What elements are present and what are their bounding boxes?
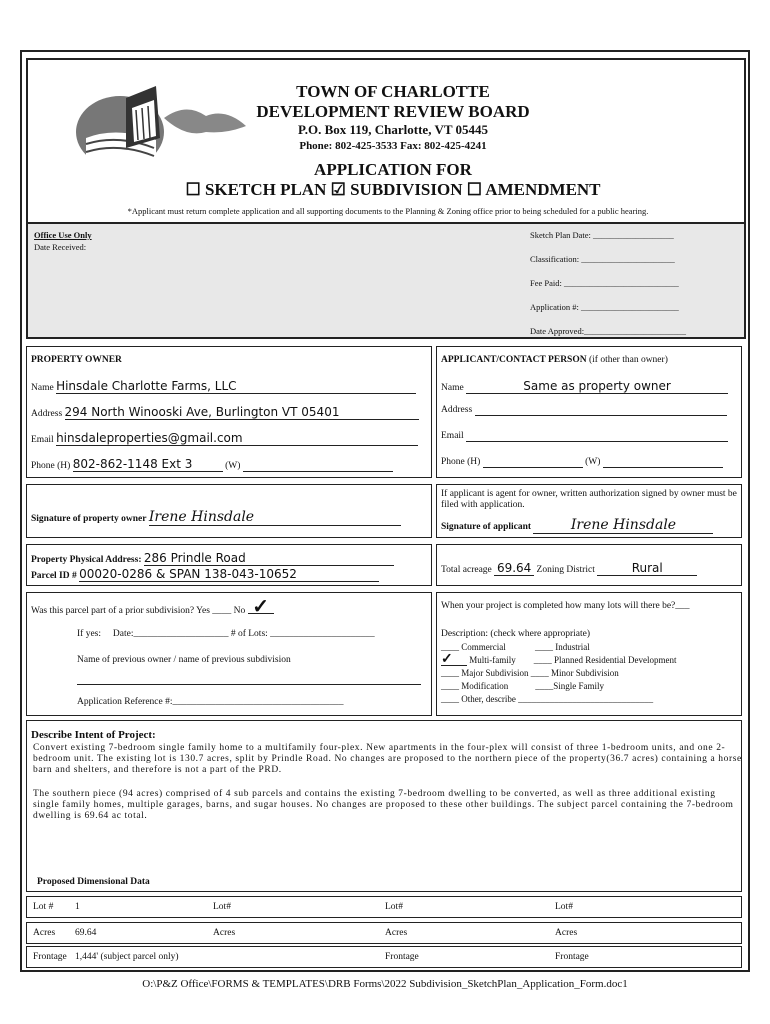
option-modification[interactable]: Modification bbox=[461, 681, 509, 691]
applicant-email-label: Email bbox=[441, 431, 464, 441]
fee-paid-field[interactable]: Fee Paid: ___________________________ bbox=[530, 278, 679, 288]
form-border bbox=[20, 50, 750, 972]
town-logo bbox=[56, 78, 256, 170]
description-label: Description: (check where appropriate) bbox=[441, 629, 591, 639]
applicant-heading: APPLICANT/CONTACT PERSON bbox=[441, 355, 587, 365]
intent-paragraph-2[interactable]: The southern piece (94 acres) comprised of 4 sub parcels and contains the existing 7-bedroom dwelling to be converted, as well as three additional existing single family homes, multiple garages, barns, and sugar houses. No changes are proposed to these other buildings. The subject parcel containing the 7-bedroom dwelling is 69.64 ac total. bbox=[33, 789, 734, 821]
application-for-title: APPLICATION FOR bbox=[314, 160, 472, 179]
owner-phone-label: Phone (H) bbox=[31, 461, 71, 471]
sketch-plan-date-field[interactable]: Sketch Plan Date: ___________________ bbox=[530, 230, 674, 240]
applicant-phone-label: Phone (H) bbox=[441, 457, 481, 467]
dimensional-data-heading: Proposed Dimensional Data bbox=[37, 877, 150, 887]
parcel-id-field[interactable]: 00020-0286 & SPAN 138-043-10652 bbox=[79, 567, 379, 582]
office-use-section bbox=[26, 222, 746, 339]
owner-email-label: Email bbox=[31, 435, 54, 445]
applicant-work-phone-field[interactable] bbox=[603, 457, 723, 468]
lot-1-value[interactable]: 1 bbox=[75, 902, 80, 912]
frontage-3-label: Frontage bbox=[385, 952, 419, 962]
if-yes-row bbox=[77, 629, 375, 639]
application-reference-field[interactable]: Application Reference #:____________________________________ bbox=[77, 697, 344, 707]
applicant-heading-row bbox=[441, 355, 668, 365]
acreage-field[interactable]: 69.64 bbox=[494, 561, 534, 576]
option-single-family[interactable]: Single Family bbox=[553, 681, 605, 691]
file-path-footer: O:\P&Z Office\FORMS & TEMPLATES\DRB Forms\2022 Subdivision_SketchPlan_Application_Form.doc1 bbox=[142, 978, 628, 990]
lot-count-question[interactable]: When your project is completed how many lots will there be?___ bbox=[441, 601, 690, 611]
owner-name-field[interactable]: Hinsdale Charlotte Farms, LLC bbox=[56, 379, 416, 394]
date-received-label: Date Received: bbox=[34, 242, 87, 252]
lots-description-section bbox=[436, 592, 742, 716]
application-number-field[interactable]: Application #: _______________________ bbox=[530, 302, 679, 312]
previous-owner-field[interactable] bbox=[77, 675, 421, 685]
property-address-section bbox=[26, 544, 432, 586]
owner-work-phone-field[interactable] bbox=[243, 461, 393, 472]
lot-number-label: Lot # bbox=[33, 902, 54, 912]
applicant-name-label: Name bbox=[441, 383, 464, 393]
prior-yes-no[interactable]: Yes ____ No bbox=[196, 606, 246, 616]
applicant-email-row bbox=[441, 431, 728, 442]
submission-notice: *Applicant must return complete application and all supporting documents to the Planning & Zoning office prior to being scheduled for a public hearing. bbox=[127, 206, 649, 216]
application-type-options[interactable]: ☐ SKETCH PLAN ☑ SUBDIVISION ☐ AMENDMENT bbox=[185, 180, 601, 199]
town-name: TOWN OF CHARLOTTE bbox=[296, 82, 490, 101]
owner-name-row bbox=[31, 379, 416, 394]
dims-lot-row bbox=[26, 896, 742, 918]
owner-address-row bbox=[31, 405, 419, 420]
owner-signature-row bbox=[31, 509, 401, 526]
zoning-field[interactable]: Rural bbox=[597, 561, 697, 576]
office-use-title: Office Use Only bbox=[34, 230, 92, 240]
owner-signature-label: Signature of property owner bbox=[31, 514, 147, 524]
frontage-4-label: Frontage bbox=[555, 952, 589, 962]
owner-email-field[interactable]: hinsdaleproperties@gmail.com bbox=[56, 431, 418, 446]
property-address-field[interactable]: 286 Prindle Road bbox=[144, 551, 394, 566]
option-row-2: ✓ Multi-family ____ Planned Residential Development bbox=[441, 652, 677, 667]
applicant-signature-section bbox=[436, 484, 742, 538]
option-multi-family[interactable]: Multi-family bbox=[469, 655, 516, 665]
parcel-id-label: Parcel ID # bbox=[31, 571, 77, 581]
owner-address-label: Address bbox=[31, 409, 63, 419]
acreage-label: Total acreage bbox=[441, 565, 492, 575]
option-other[interactable]: Other, describe bbox=[461, 694, 516, 704]
zoning-label: Zoning District bbox=[536, 565, 595, 575]
property-address-row bbox=[31, 551, 394, 566]
acreage-zoning-section bbox=[436, 544, 742, 586]
owner-signature-section bbox=[26, 484, 432, 538]
option-industrial[interactable]: Industrial bbox=[555, 642, 590, 652]
acreage-zoning-row bbox=[441, 561, 697, 576]
acres-4-label: Acres bbox=[555, 928, 578, 938]
board-phone-fax: Phone: 802-425-3533 Fax: 802-425-4241 bbox=[299, 140, 487, 152]
owner-phone-row bbox=[31, 457, 393, 472]
prior-subdivision-row bbox=[31, 596, 274, 618]
owner-signature-field[interactable]: Irene Hinsdale bbox=[149, 509, 401, 526]
applicant-signature-label: Signature of applicant bbox=[441, 522, 532, 532]
intent-heading: Describe Intent of Project: bbox=[31, 729, 156, 741]
lot-3-label: Lot# bbox=[385, 902, 403, 912]
property-address-label: Property Physical Address: bbox=[31, 555, 142, 565]
prior-no-checkmark[interactable]: ✓ bbox=[248, 601, 274, 614]
acres-3-label: Acres bbox=[385, 928, 408, 938]
applicant-phone-field[interactable] bbox=[483, 457, 583, 468]
dims-acres-row bbox=[26, 922, 742, 944]
acres-label: Acres bbox=[33, 928, 56, 938]
applicant-signature-row bbox=[441, 517, 713, 534]
applicant-section bbox=[436, 346, 742, 478]
board-address: P.O. Box 119, Charlotte, VT 05445 bbox=[297, 122, 489, 137]
parcel-id-row bbox=[31, 567, 379, 582]
prior-date-lots-field[interactable]: Date:____________________ # of Lots: ______________________ bbox=[112, 629, 375, 639]
option-major-subdivision[interactable]: Major Subdivision bbox=[461, 668, 529, 678]
applicant-address-field[interactable] bbox=[475, 405, 727, 416]
option-commercial[interactable]: Commercial bbox=[461, 642, 506, 652]
option-row-5: ____ Other, describe ______________________________ bbox=[441, 694, 654, 704]
option-minor-subdivision[interactable]: Minor Subdivision bbox=[551, 668, 619, 678]
dims-frontage-row bbox=[26, 946, 742, 968]
owner-email-row bbox=[31, 431, 418, 446]
property-owner-section bbox=[26, 346, 432, 478]
applicant-email-field[interactable] bbox=[466, 431, 728, 442]
project-intent-section bbox=[26, 720, 742, 892]
classification-field[interactable]: Classification: ______________________ bbox=[530, 254, 675, 264]
applicant-name-row bbox=[441, 379, 728, 394]
applicant-address-row bbox=[441, 405, 727, 416]
option-row-4: ____ Modification ____Single Family bbox=[441, 681, 605, 691]
applicant-work-phone-label: (W) bbox=[585, 457, 601, 467]
board-name: DEVELOPMENT REVIEW BOARD bbox=[256, 102, 530, 121]
intent-paragraph-1[interactable]: Convert existing 7-bedroom single family home to a multifamily four-plex. New apartments in the four-plex will consist of three 1-bedroom units, and one 2-bedroom unit. The existing lot is 130.7 acres, split by Prindle Road. No changes are proposed to the northern piece of the property(36.7 acres) containing a horse barn and shelters, and therefore is not a part of the PRD. bbox=[33, 743, 742, 775]
acres-2-label: Acres bbox=[213, 928, 236, 938]
lot-4-label: Lot# bbox=[555, 902, 573, 912]
applicant-signature-field[interactable]: Irene Hinsdale bbox=[533, 517, 713, 534]
owner-work-phone-label: (W) bbox=[225, 461, 241, 471]
agent-authorization-note: If applicant is agent for owner, written authorization signed by owner must be filed with application. bbox=[441, 489, 737, 510]
applicant-address-label: Address bbox=[441, 405, 473, 415]
option-row-1: ____ Commercial ____ Industrial bbox=[441, 642, 590, 652]
previous-owner-label: Name of previous owner / name of previous subdivision bbox=[77, 655, 291, 665]
owner-name-label: Name bbox=[31, 383, 54, 393]
multifamily-checkmark[interactable]: ✓ bbox=[441, 654, 467, 666]
property-owner-heading: PROPERTY OWNER bbox=[31, 355, 122, 365]
date-approved-field[interactable]: Date Approved:________________________ bbox=[530, 326, 687, 336]
lot-2-label: Lot# bbox=[213, 902, 231, 912]
frontage-label: Frontage bbox=[33, 952, 67, 962]
if-yes-label: If yes: bbox=[77, 629, 102, 639]
option-prd[interactable]: Planned Residential Development bbox=[554, 655, 677, 665]
description-options bbox=[441, 641, 741, 706]
owner-address-field[interactable]: 294 North Winooski Ave, Burlington VT 05401 bbox=[65, 405, 419, 420]
option-row-3: ____ Major Subdivision ____ Minor Subdivision bbox=[441, 668, 619, 678]
applicant-name-field[interactable]: Same as property owner bbox=[466, 379, 728, 394]
applicant-heading-note: (if other than owner) bbox=[588, 355, 668, 365]
prior-subdivision-section bbox=[26, 592, 432, 716]
owner-phone-field[interactable]: 802-862-1148 Ext 3 bbox=[73, 457, 223, 472]
prior-subdivision-question: Was this parcel part of a prior subdivision? bbox=[31, 606, 195, 616]
acres-1-value[interactable]: 69.64 bbox=[75, 928, 97, 938]
frontage-1-value[interactable]: 1,444' (subject parcel only) bbox=[75, 952, 179, 962]
applicant-phone-row bbox=[441, 457, 723, 468]
